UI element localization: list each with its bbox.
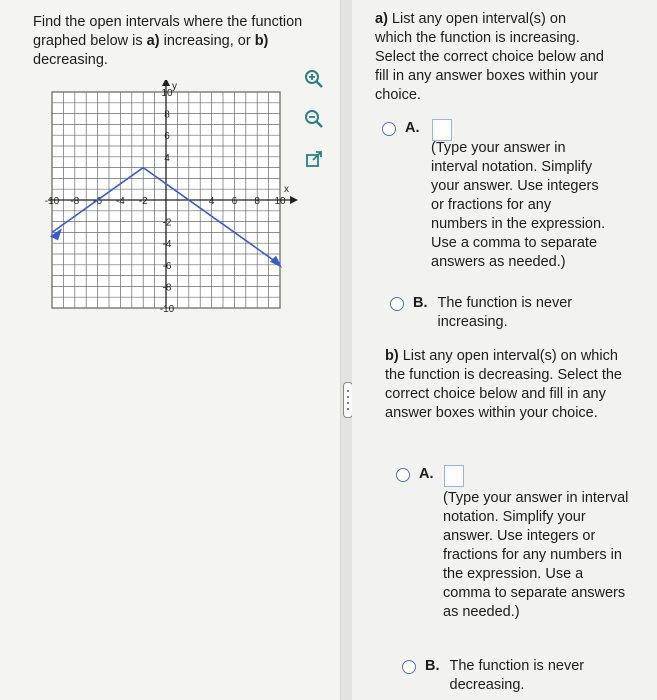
graph-tools	[303, 68, 329, 188]
part-a-prompt: a) List any open interval(s) on which the function is increasing. Select the correct choice below and fill in any answer boxes within your choice.	[375, 11, 604, 103]
part-b-prompt: b) List any open interval(s) on which the function is decreasing. Select the correct choice below and fill in any answer boxes within your choice.	[385, 348, 622, 421]
part-b-choice-b-radio[interactable]	[402, 660, 416, 674]
x-axis-label: x	[284, 184, 289, 195]
part-a-hint: (Type your answer in interval notation. Simplify your answer. Use integers or fractions for any numbers in the expression. Use a comma to separate answers as needed.)	[431, 140, 606, 270]
y-tick-label: 8	[164, 109, 170, 121]
part-a-ref: a)	[146, 33, 160, 49]
x-tick-label: 4	[208, 196, 215, 207]
y-tick-label: -4	[162, 239, 172, 251]
x-tick-label: -8	[70, 196, 80, 207]
part-b-answer-input[interactable]	[444, 465, 464, 487]
y-axis-label: y	[172, 81, 177, 92]
part-a-answer-input[interactable]	[432, 119, 452, 141]
part-b-choice-b[interactable]: B. The function is never decreasing.	[402, 657, 632, 695]
zoom-out-icon[interactable]	[303, 108, 325, 130]
part-b-choice-a[interactable]: A.	[396, 465, 444, 484]
part-b-ref: b)	[254, 33, 269, 49]
x-tick-label: -10	[44, 196, 60, 207]
x-tick-label: -4	[115, 196, 125, 207]
part-b-choice-a-radio[interactable]	[396, 468, 410, 482]
y-axis-arrow	[162, 80, 170, 86]
y-tick-label: 10	[161, 88, 173, 99]
x-tick-label: -6	[93, 196, 103, 207]
y-tick-label: 6	[164, 131, 170, 143]
part-a-choice-b-radio[interactable]	[390, 297, 404, 311]
part-a-choice-a[interactable]: A.	[382, 119, 430, 138]
y-tick-label: -10	[159, 304, 175, 315]
part-a-choice-b-text: The function is never increasing.	[437, 295, 573, 330]
x-tick-label: 10	[274, 196, 286, 207]
zoom-in-icon[interactable]	[303, 68, 325, 90]
x-tick-label: -2	[138, 196, 148, 207]
x-tick-label: 6	[231, 196, 238, 207]
y-tick-label: -2	[162, 217, 172, 229]
part-a-choice-a-radio[interactable]	[382, 122, 396, 136]
y-tick-label: -8	[162, 282, 172, 294]
part-b-choice-b-text: The function is never decreasing.	[449, 658, 585, 693]
function-graph	[40, 80, 300, 320]
x-axis-arrow	[290, 196, 298, 204]
part-b-hint: (Type your answer in interval notation. Simplify your answer. Use integers or fractions for any numbers in the expression. Use a comma to separate answers as needed.)	[443, 490, 629, 620]
popout-icon[interactable]	[303, 148, 325, 170]
y-tick-label: 4	[164, 152, 170, 164]
x-tick-label: 8	[254, 196, 260, 207]
part-a-choice-b[interactable]: B. The function is never increasing.	[390, 294, 620, 332]
question-text: Find the open intervals where the function graphed below is a) increasing, or b) decreasing.	[33, 14, 303, 68]
answer-pane	[352, 0, 657, 700]
y-tick-label: -6	[162, 260, 172, 272]
